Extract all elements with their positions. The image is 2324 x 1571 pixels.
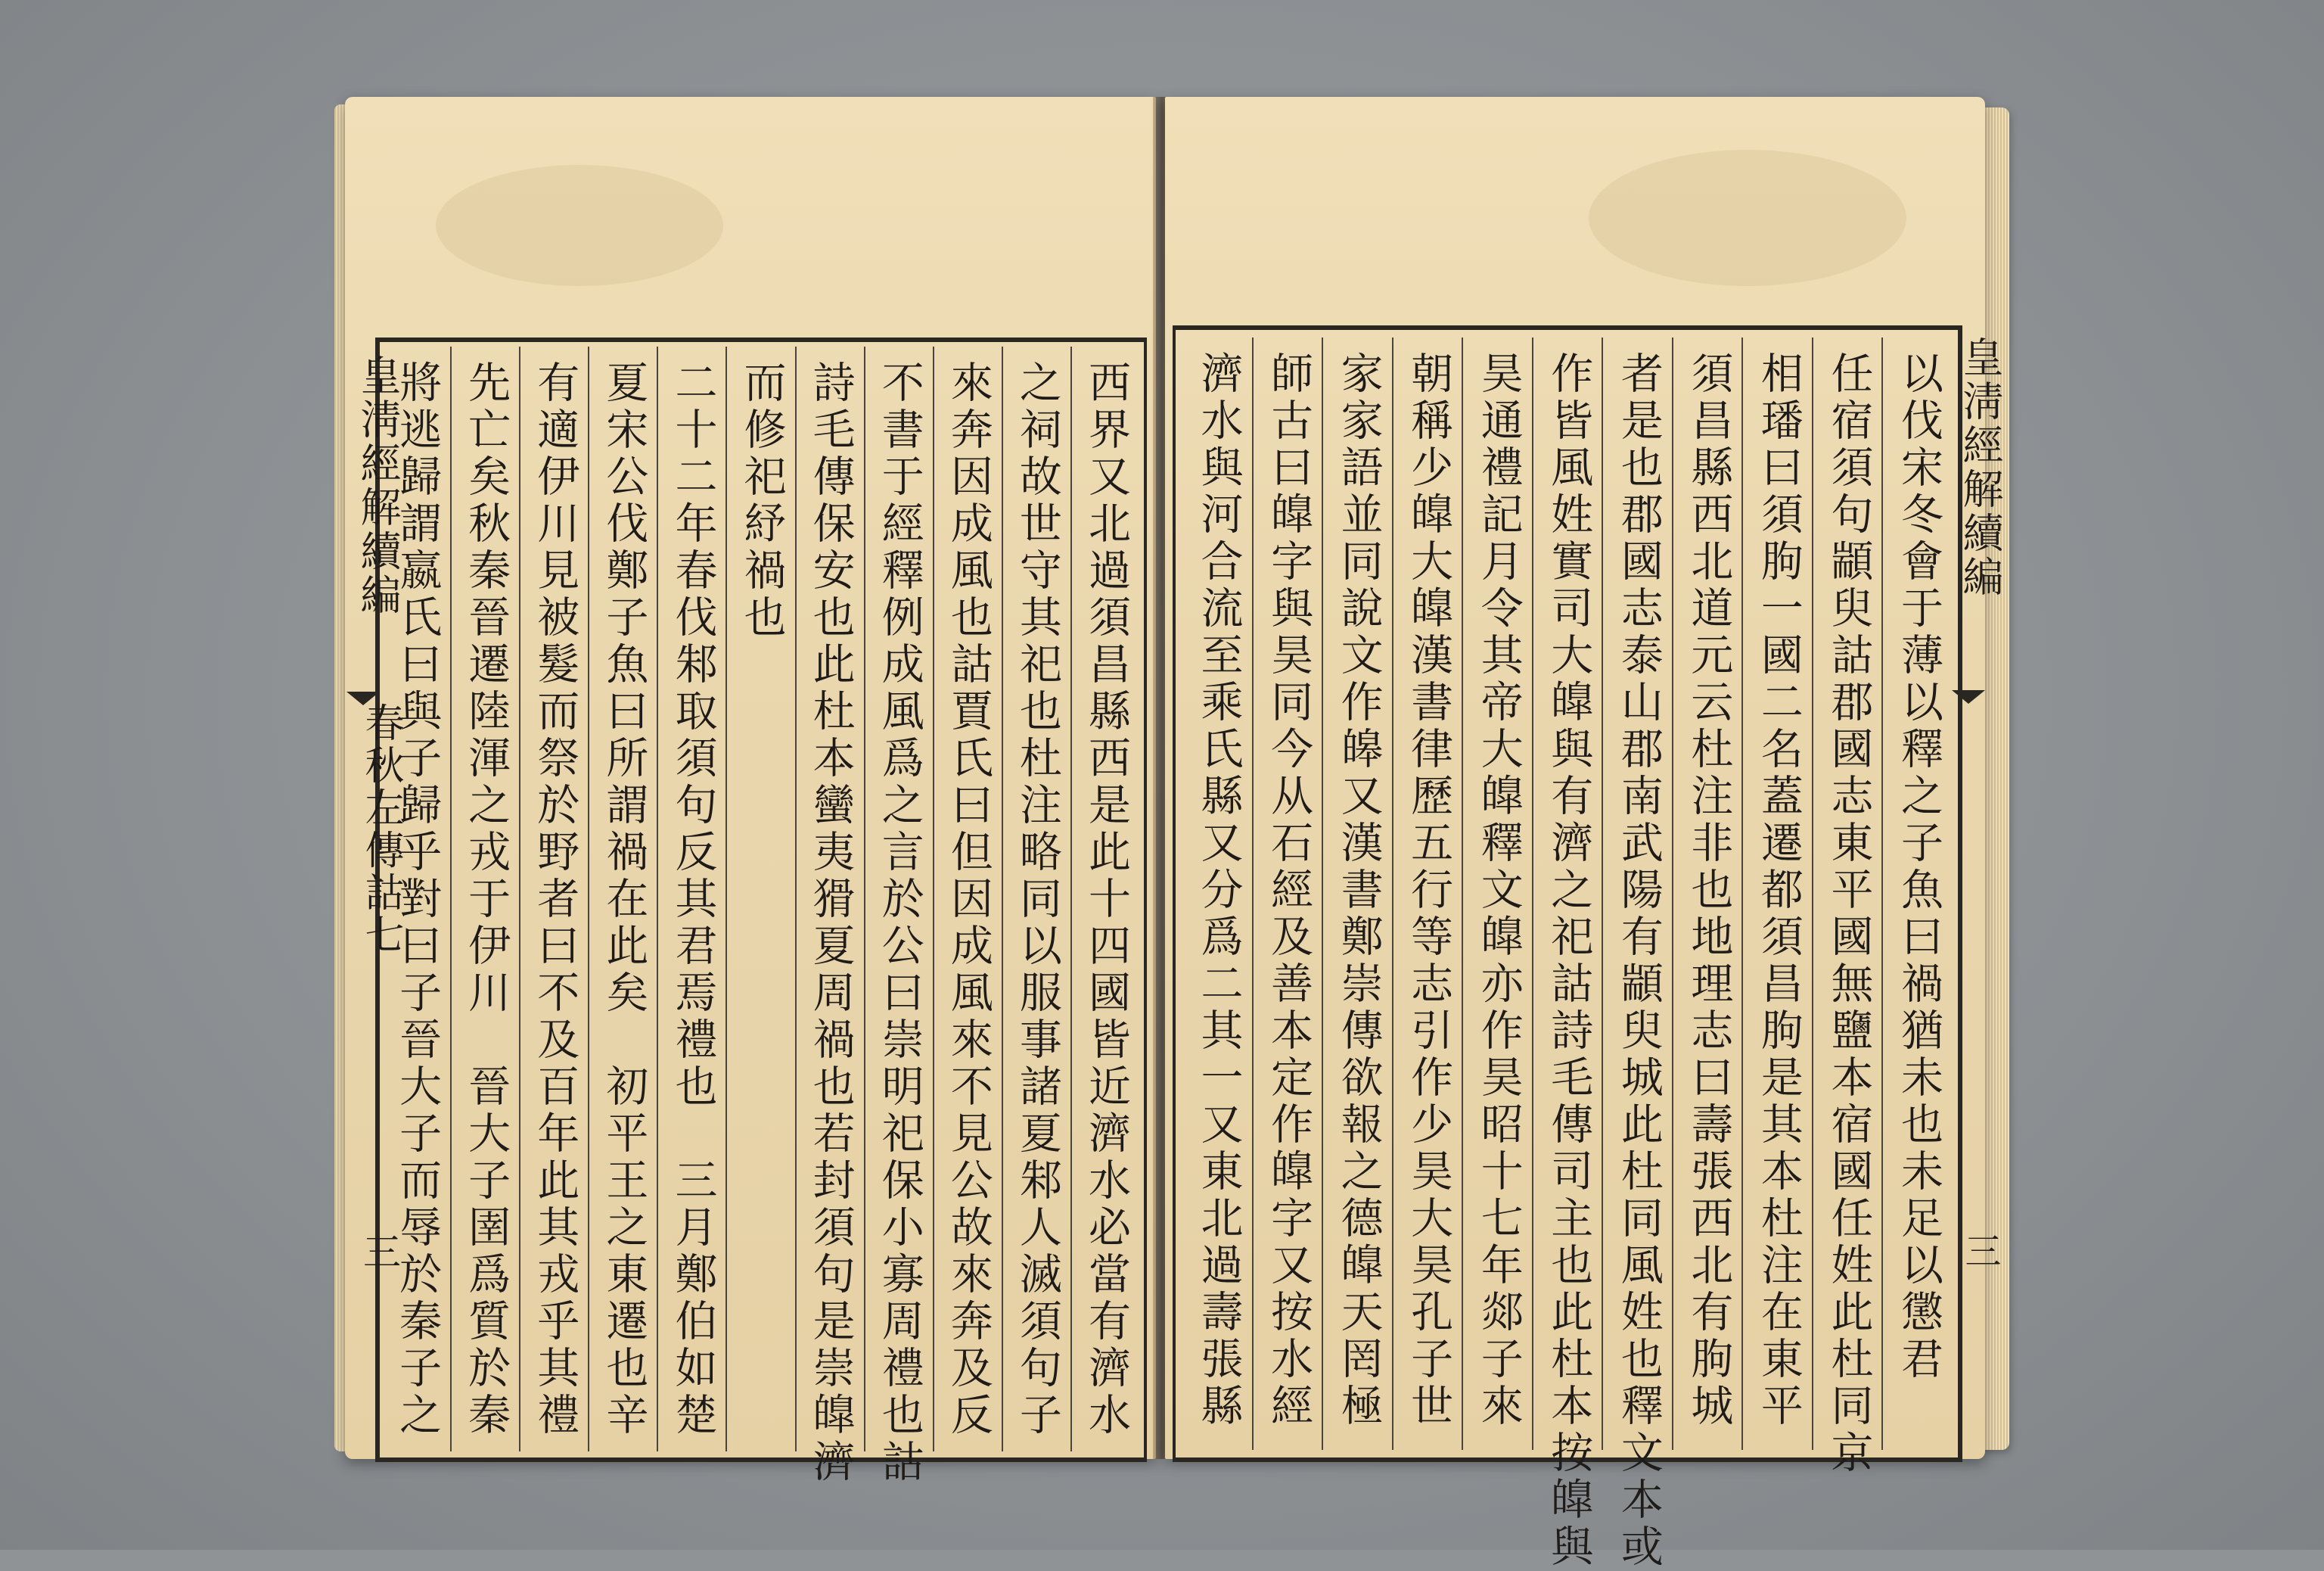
paper-stain	[1589, 150, 1906, 286]
text-column: 二十二年春伐邾取須句反其君焉禮也 三月鄭伯如楚	[657, 347, 725, 1451]
text-column: 詩毛傳保安也此杜本蠻夷猾夏周禍也若封須句是崇皥濟	[795, 347, 864, 1451]
open-book	[345, 97, 2004, 1571]
text-column: 不書于經釋例成風爲之言於公曰崇明祀保小寡周禮也詁	[864, 347, 933, 1451]
text-column: 以伐宋冬會于薄以釋之子魚曰禍猶未也未足以懲君	[1881, 338, 1952, 1450]
text-column: 者是也郡國志泰山郡南武陽有顓臾城此杜同風姓也釋文本或	[1602, 338, 1672, 1450]
left-text-columns	[383, 347, 1139, 1486]
text-column: 須昌縣西北道元云杜注非也地理志曰壽張西北有朐城	[1672, 338, 1742, 1450]
right-fishtail-mark	[1952, 690, 1985, 704]
text-column: 將逃歸謂嬴氏曰與子歸乎對曰子晉大子而辱於秦子之	[393, 360, 443, 1439]
text-column: 師古曰皥字與昊同今从石經及善本定作皥字又按水經	[1252, 338, 1322, 1450]
text-column: 夏宋公伐鄭子魚曰所謂禍在此矣 初平王之東遷也辛	[588, 347, 657, 1451]
left-page-number: 三	[357, 1232, 401, 1273]
right-page	[1165, 97, 2004, 1571]
text-column: 相璠曰須朐一國二名蓋遷都須昌朐是其本杜注在東平	[1741, 338, 1812, 1450]
text-column: 西界又北過須昌縣西是此十四國皆近濟水必當有濟水	[1070, 347, 1139, 1451]
text-column: 昊通禮記月令其帝大皥釋文皥亦作昊昭十七年郯子來	[1462, 338, 1532, 1450]
text-column: 先亡矣秋秦晉遷陸渾之戎于伊川 晉大子圉爲質於秦	[450, 347, 519, 1451]
text-column: 濟水與河合流至乘氏縣又分爲二其一又東北過壽張縣	[1194, 351, 1244, 1430]
text-column: 而修祀紓禍也	[725, 347, 794, 1451]
text-column: 之祠故世守其祀也杜注略同以服事諸夏邾人滅須句子	[1002, 347, 1070, 1451]
text-column: 有適伊川見被髮而祭於野者曰不及百年此其戎乎其禮	[519, 347, 588, 1451]
left-page	[345, 97, 1156, 1486]
text-column: 任宿須句顓臾詁郡國志東平國無鹽本宿國任姓此杜同京	[1812, 338, 1882, 1450]
right-banner-title: 皇淸經解續編	[1956, 336, 2004, 599]
text-column: 作皆風姓實司大皥與有濟之祀詁詩毛傳司主也此杜本按皥與	[1532, 338, 1602, 1450]
paper-stain	[436, 165, 723, 286]
right-page-number: 三	[1959, 1232, 2001, 1271]
text-column: 家家語並同說文作皞又漢書鄭崇傳欲報之德皥天罔極	[1322, 338, 1392, 1450]
text-column: 來奔因成風也詁賈氏曰但因成風來不見公故來奔及反	[933, 347, 1002, 1451]
left-banner-title: 皇淸經解續編	[354, 354, 402, 618]
right-text-columns	[1183, 338, 1952, 1571]
left-banner-subtitle: 春秋左傳詁七	[358, 702, 403, 957]
text-column: 朝稱少皥大皥漢書律歷五行等志引作少昊大昊孔子世	[1392, 338, 1462, 1450]
